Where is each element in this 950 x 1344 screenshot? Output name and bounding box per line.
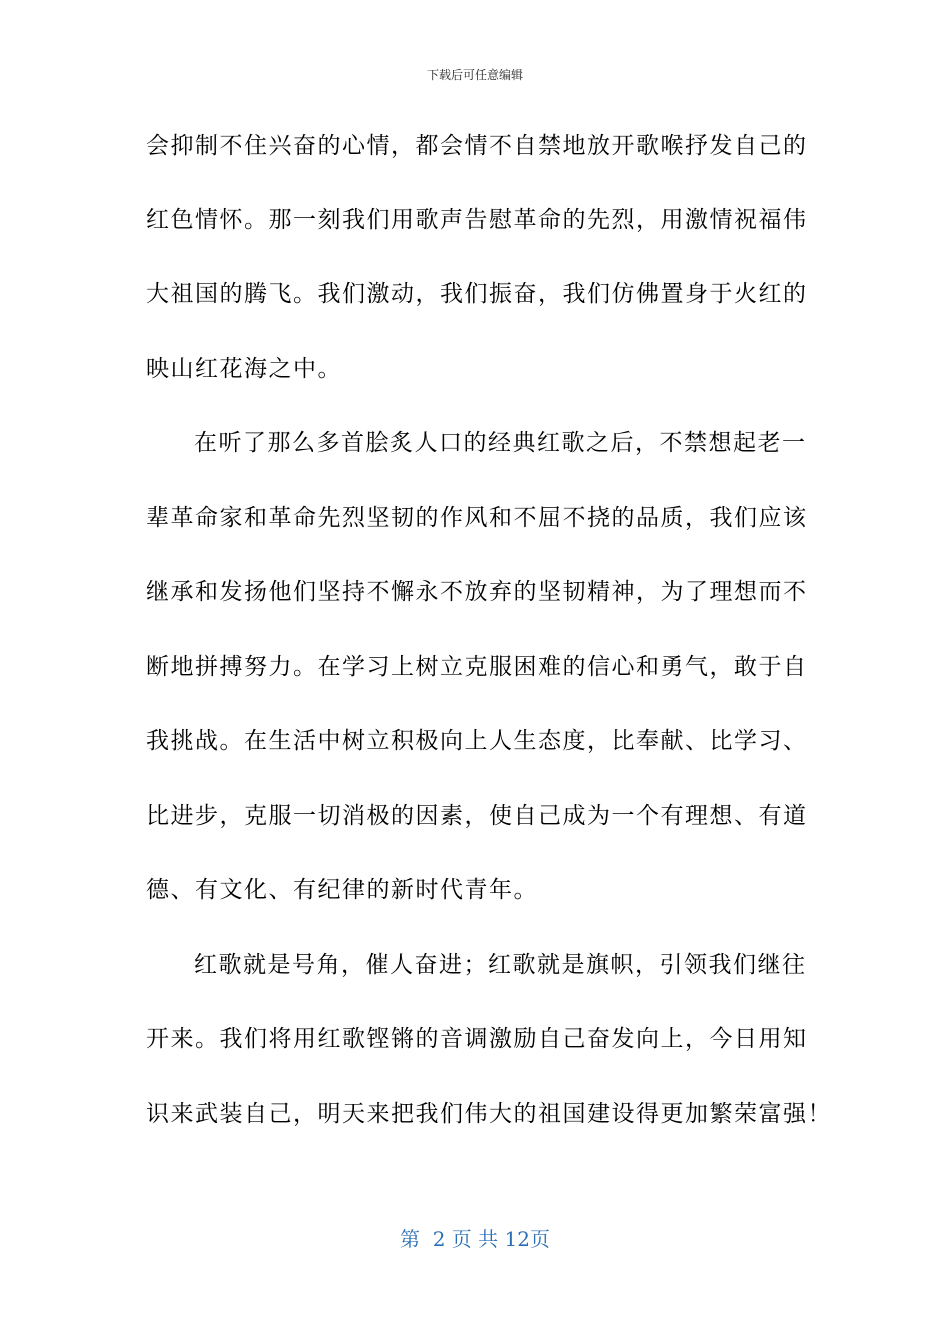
text-line: 识来武装自己，明天来把我们伟大的祖国建设得更加繁荣富强！ [146, 1101, 832, 1127]
text-line: 德、有文化、有纪律的新时代青年。 [146, 877, 538, 903]
text-line: 比进步，克服一切消极的因素，使自己成为一个有理想、有道 [146, 803, 808, 829]
text-line: 辈革命家和革命先烈坚韧的作风和不屈不挠的品质，我们应该 [146, 505, 808, 531]
header-note: 下载后可任意编辑 [426, 68, 523, 82]
text-line: 映山红花海之中。 [146, 356, 342, 382]
text-line: 开来。我们将用红歌铿锵的音调激励自己奋发向上，今日用知 [146, 1026, 808, 1052]
text-line: 断地拼搏努力。在学习上树立克服困难的信心和勇气，敢于自 [146, 654, 808, 680]
paragraph-start-line: 红歌就是号角，催人奋进；红歌就是旗帜，引领我们继往 [194, 952, 807, 978]
text-line: 我挑战。在生活中树立积极向上人生态度，比奉献、比学习、 [146, 728, 808, 754]
text-line: 大祖国的腾飞。我们激动，我们振奋，我们仿佛置身于火红的 [146, 281, 808, 307]
paragraph-start-line: 在听了那么多首脍炙人口的经典红歌之后，不禁想起老一 [194, 430, 807, 456]
text-line: 红色情怀。那一刻我们用歌声告慰革命的先烈，用激情祝福伟 [146, 207, 808, 233]
text-line: 继承和发扬他们坚持不懈永不放弃的坚韧精神，为了理想而不 [146, 579, 808, 605]
page-number: 第 2 页 共 12页 [400, 1227, 550, 1251]
text-line: 会抑制不住兴奋的心情，都会情不自禁地放开歌喉抒发自己的 [146, 133, 808, 159]
